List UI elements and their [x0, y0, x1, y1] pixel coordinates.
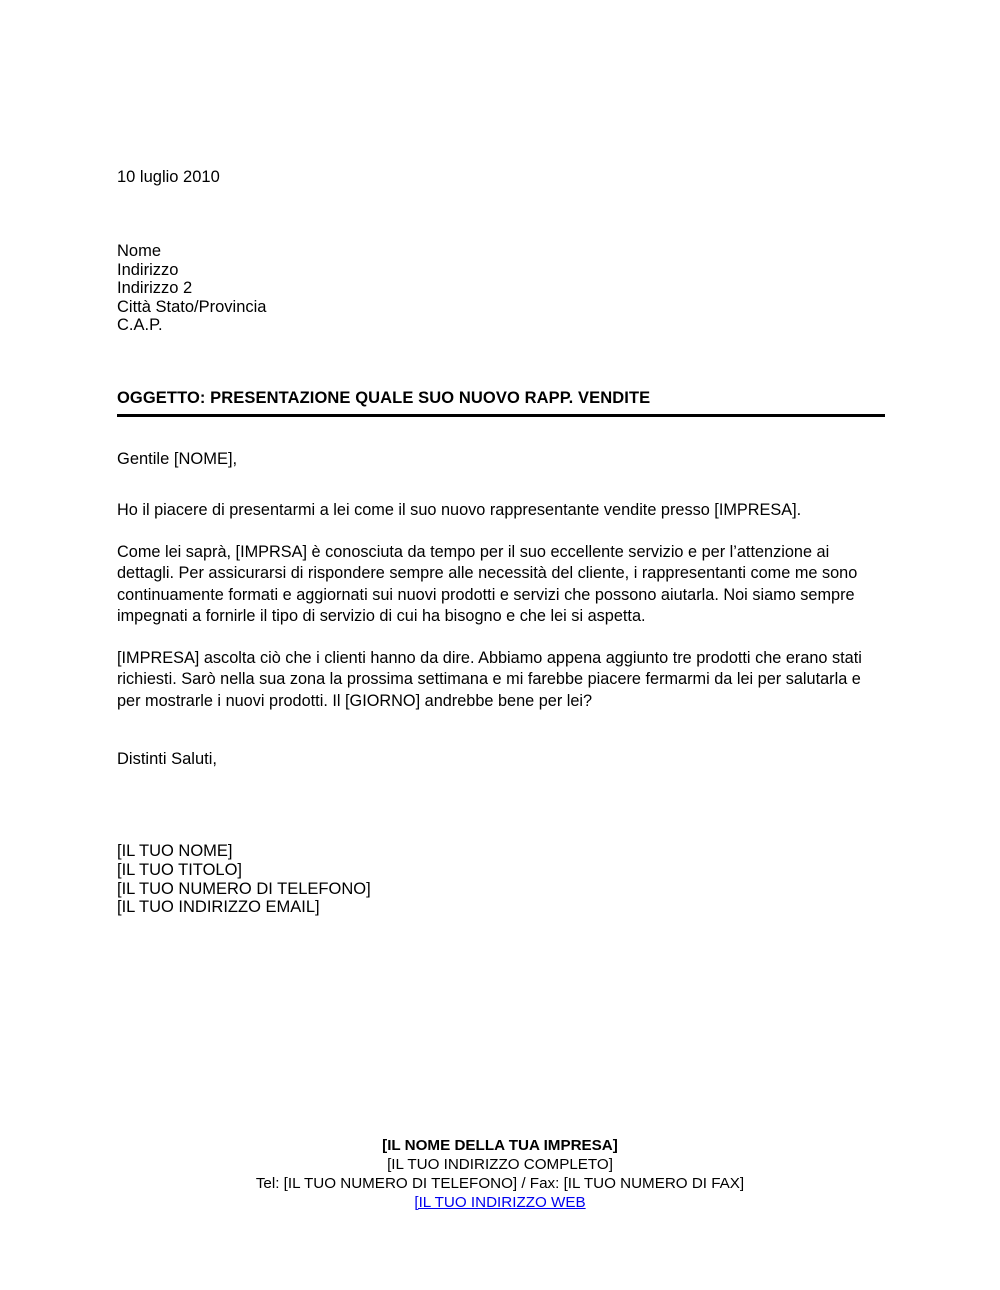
- body-paragraph-2: Come lei saprà, [IMPRSA] è conosciuta da tempo per il suo eccellente servizio e per l’attenzione ai dettagli. Per assicurarsi di rispondere sempre alle necessità del cliente, i rappresentanti come me sono continuamente formati e aggiornati sui nuovi prodotti e servizi che possono aiutarla. Noi siamo sempre impegnati a fornirle il tipo di servizio di cui ha bisogno e che lei si aspetta.: [117, 542, 858, 625]
- recipient-address-line-1: Indirizzo: [117, 260, 179, 279]
- signature-email: [IL TUO INDIRIZZO EMAIL]: [117, 898, 320, 917]
- recipient-postal-code: C.A.P.: [117, 316, 163, 335]
- footer-company-name: [IL NOME DELLA TUA IMPRESA]: [382, 1137, 618, 1154]
- signature-block: [117, 842, 371, 917]
- footer-contact: Tel: [IL TUO NUMERO DI TELEFONO] / Fax: [IL TUO NUMERO DI FAX]: [255, 1175, 745, 1192]
- footer-website-link[interactable]: [IL TUO INDIRIZZO WEB: [414, 1194, 586, 1211]
- signature-title: [IL TUO TITOLO]: [117, 860, 243, 879]
- recipient-address-line-2: Indirizzo 2: [117, 279, 193, 298]
- body-paragraph-3: [IMPRESA] ascolta ciò che i clienti hanno da dire. Abbiamo appena aggiunto tre prodotti che erano stati richiesti. Sarò nella sua zona la prossima settimana e mi farebbe piacere fermarmi da lei per salutarla e per mostrarle i nuovi prodotti. Il [GIORNO] andrebbe bene per lei?: [117, 648, 862, 710]
- page-footer: [0, 1136, 1000, 1212]
- letter-date: 10 luglio 2010: [117, 168, 220, 186]
- subject-divider-rule: [117, 414, 885, 417]
- letter-body: [117, 500, 887, 712]
- recipient-address-block: [117, 242, 266, 335]
- signature-name: [IL TUO NOME]: [117, 842, 233, 860]
- recipient-city-state: Città Stato/Provincia: [117, 297, 267, 316]
- footer-address: [IL TUO INDIRIZZO COMPLETO]: [387, 1156, 613, 1173]
- footer-website-line: [0, 1193, 1000, 1212]
- signature-phone: [IL TUO NUMERO DI TELEFONO]: [117, 879, 371, 898]
- recipient-name: Nome: [117, 242, 162, 260]
- subject-line: OGGETTO: PRESENTAZIONE QUALE SUO NUOVO RAPP. VENDITE: [117, 389, 651, 407]
- closing-salutation: Distinti Saluti,: [117, 750, 217, 768]
- body-paragraph-1: Ho il piacere di presentarmi a lei come il suo nuovo rappresentante vendite presso [IMPRESA].: [117, 501, 802, 519]
- salutation: Gentile [NOME],: [117, 450, 238, 468]
